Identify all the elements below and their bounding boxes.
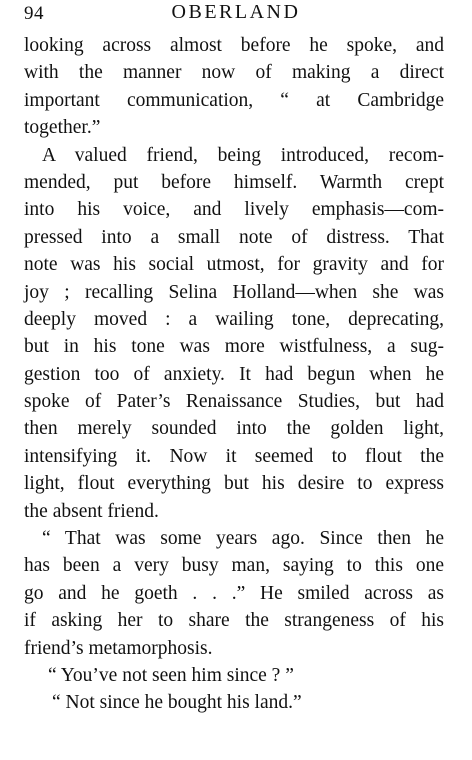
- text-line: light, flout everything but his desire to express: [24, 473, 444, 495]
- running-head: OBERLAND: [171, 1, 301, 23]
- paragraph: [24, 32, 444, 142]
- paragraph: [24, 525, 444, 662]
- text-line: the absent friend.: [24, 500, 159, 522]
- text-line: spoke of Pater’s Renaissance Studies, but had: [24, 391, 444, 413]
- body-text: [24, 32, 444, 717]
- text-line: go and he goeth . . .” He smiled across as: [24, 582, 444, 604]
- text-line: together.”: [24, 117, 101, 139]
- text-line: gestion too of anxiety. It had begun when he: [24, 363, 444, 385]
- text-line: note was his social utmost, for gravity and for: [24, 254, 444, 276]
- text-line: important communication, “ at Cambridge: [24, 89, 444, 111]
- text-line: friend’s metamorphosis.: [24, 637, 213, 659]
- text-line: intensifying it. Now it seemed to flout the: [24, 445, 444, 467]
- paragraph: [24, 142, 444, 525]
- text-line: if asking her to share the strangeness of his: [24, 610, 444, 632]
- paragraph: [24, 662, 444, 689]
- text-line: deeply moved : a wailing tone, deprecating,: [24, 308, 444, 330]
- paragraph: [24, 689, 444, 716]
- text-line: has been a very busy man, saying to this one: [24, 555, 444, 577]
- text-line: then merely sounded into the golden light,: [24, 418, 444, 440]
- page-number: 94: [24, 3, 44, 24]
- text-line: mended, put before himself. Warmth crept: [24, 171, 444, 193]
- text-line: “ Not since he bought his land.”: [52, 692, 302, 714]
- text-line: with the manner now of making a direct: [24, 62, 444, 84]
- page-header: [0, 0, 472, 30]
- text-line: but in his tone was more wistfulness, a sug-: [24, 336, 444, 358]
- text-line: “ You’ve not seen him since ? ”: [48, 664, 294, 686]
- text-line: A valued friend, being introduced, recom-: [42, 144, 444, 166]
- text-line: looking across almost before he spoke, and: [24, 35, 444, 56]
- text-line: into his voice, and lively emphasis—com-: [24, 199, 444, 221]
- text-line: pressed into a small note of distress. That: [24, 226, 444, 248]
- text-line: “ That was some years ago. Since then he: [42, 528, 444, 550]
- text-line: joy ; recalling Selina Holland—when she was: [24, 281, 444, 303]
